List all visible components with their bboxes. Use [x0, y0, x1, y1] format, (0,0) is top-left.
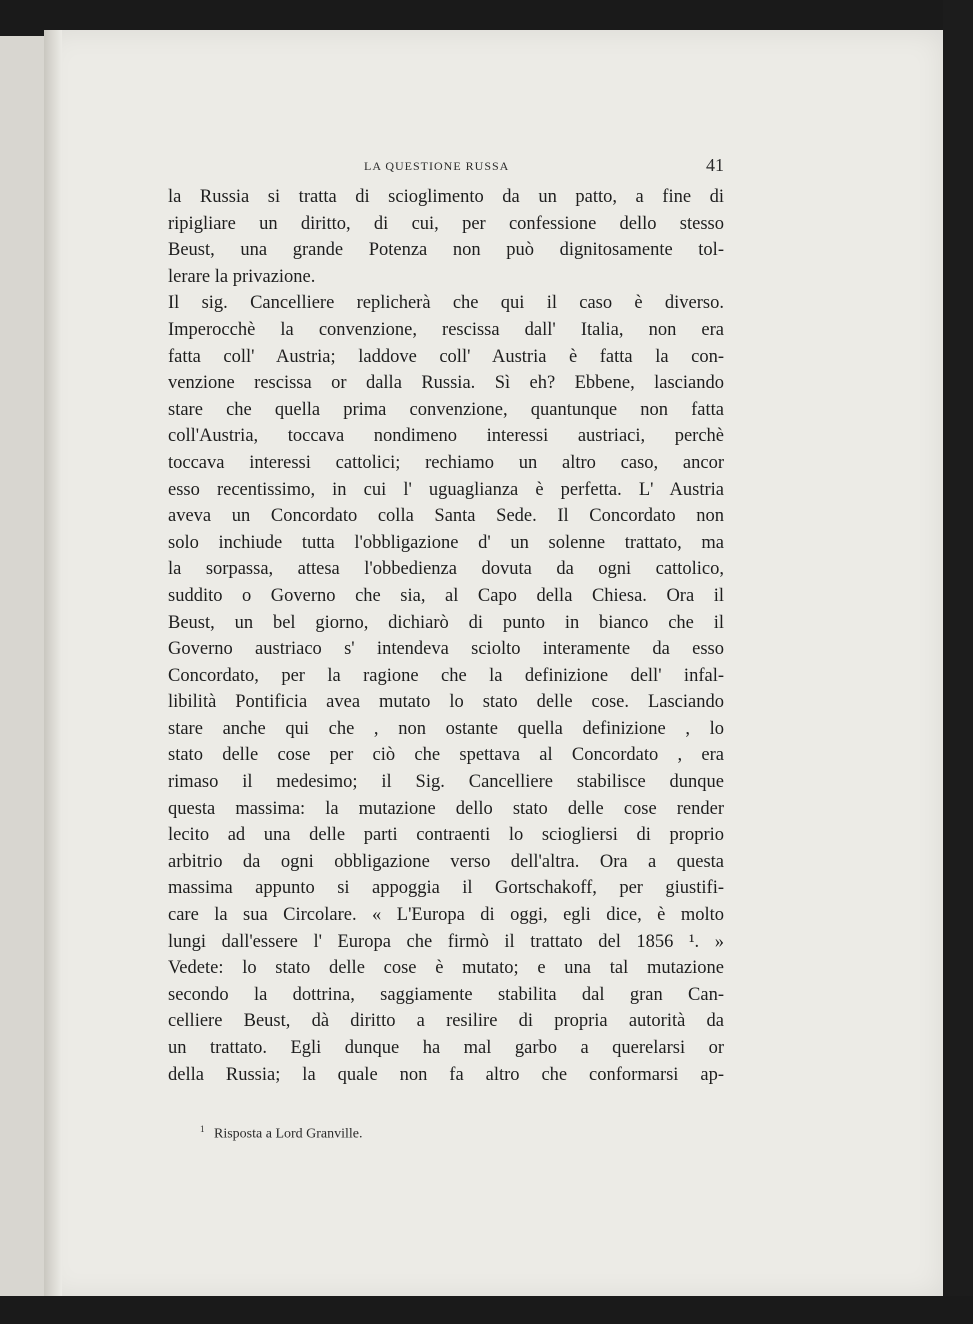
- text-line: Imperocchè la convenzione, rescissa dall' Italia, non era: [168, 319, 724, 340]
- footnote-mark: 1: [200, 1124, 205, 1134]
- text-line: fatta coll' Austria; laddove coll' Austria è fatta la con-: [168, 346, 724, 367]
- text-line: venzione rescissa or dalla Russia. Sì eh? Ebbene, lasciando: [168, 373, 724, 394]
- text-line: della Russia; la quale non fa altro che conformarsi ap-: [168, 1064, 724, 1085]
- body-text: [168, 184, 724, 1088]
- text-line: arbitrio da ogni obbligazione verso dell'altra. Ora a questa: [168, 851, 724, 872]
- text-line: coll'Austria, toccava nondimeno interessi austriaci, perchè: [168, 426, 724, 447]
- text-line: Il sig. Cancelliere replicherà che qui il caso è diverso.: [168, 293, 724, 314]
- text-line: lungi dall'essere l' Europa che firmò il trattato del 1856 ¹. »: [168, 931, 724, 952]
- text-line: lerare la privazione.: [168, 266, 316, 287]
- text-line: la sorpassa, attesa l'obbedienza dovuta da ogni cattolico,: [168, 559, 724, 580]
- text-line: celliere Beust, dà diritto a resilire di propria autorità da: [168, 1011, 724, 1032]
- running-title: LA QUESTIONE RUSSA: [364, 159, 510, 173]
- scan-border-bottom: [0, 1296, 973, 1324]
- text-line: massima appunto si appoggia il Gortschakoff, per giustifi-: [168, 878, 724, 899]
- text-line: stare che quella prima convenzione, quantunque non fatta: [168, 399, 724, 420]
- text-line: Beust, un bel giorno, dichiarò di punto in bianco che il: [168, 612, 724, 633]
- text-line: lecito ad una delle parti contraenti lo sciogliersi di proprio: [168, 825, 724, 846]
- text-line: rimaso il medesimo; il Sig. Cancelliere stabilisce dunque: [168, 772, 724, 793]
- text-line: Governo austriaco s' intendeva sciolto interamente da esso: [168, 639, 724, 660]
- text-line: care la sua Circolare. « L'Europa di oggi, egli dice, è molto: [168, 905, 724, 926]
- text-line: suddito o Governo che sia, al Capo della Chiesa. Ora il: [168, 585, 724, 606]
- text-line: toccava interessi cattolici; rechiamo un altro caso, ancor: [168, 452, 724, 473]
- text-line: stare anche qui che , non ostante quella definizione , lo: [168, 718, 724, 739]
- text-line: la Russia si tratta di scioglimento da un patto, a fine di: [168, 187, 724, 207]
- footnote-text: Risposta a Lord Granville.: [214, 1126, 363, 1142]
- text-line: Concordato, per la ragione che la definizione dell' infal-: [168, 665, 724, 686]
- text-line: libilità Pontificia avea mutato lo stato delle cose. Lasciando: [168, 692, 724, 713]
- text-line: ripigliare un diritto, di cui, per confessione dello stesso: [168, 213, 724, 234]
- scan-border-right: [943, 0, 973, 1324]
- text-line: stato delle cose per ciò che spettava al Concordato , era: [168, 745, 724, 766]
- page-spine-shadow: [44, 30, 62, 1298]
- text-line: esso recentissimo, in cui l' uguaglianza è perfetta. L' Austria: [168, 479, 724, 500]
- text-line: solo inchiude tutta l'obbligazione d' un solenne trattato, ma: [168, 532, 724, 553]
- text-line: Vedete: lo stato delle cose è mutato; e una tal mutazione: [168, 958, 724, 979]
- footnote: [200, 1124, 363, 1143]
- text-line: secondo la dottrina, saggiamente stabilita dal gran Can-: [168, 984, 724, 1005]
- text-line: un trattato. Egli dunque ha mal garbo a querelarsi or: [168, 1038, 724, 1058]
- running-head: [168, 155, 724, 177]
- text-line: questa massima: la mutazione dello stato delle cose render: [168, 798, 724, 819]
- text-line: aveva un Concordato colla Santa Sede. Il Concordato non: [168, 506, 724, 527]
- page-number: 41: [706, 155, 724, 175]
- text-line: Beust, una grande Potenza non può dignitosamente tol-: [168, 240, 724, 261]
